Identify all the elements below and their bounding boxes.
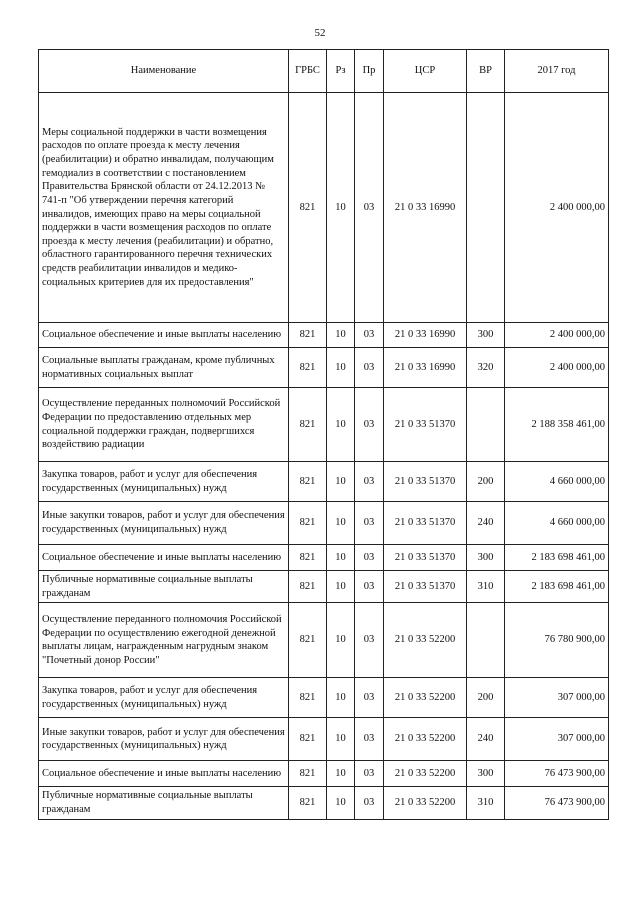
cell-amount: 2 400 000,00: [505, 348, 609, 388]
cell-pr: 03: [355, 718, 384, 761]
table-row: [39, 678, 609, 718]
table-header-row: [39, 50, 609, 93]
cell-grbs: 821: [289, 348, 327, 388]
cell-csr: 21 0 33 51370: [384, 502, 467, 545]
cell-name: Меры социальной поддержки в части возмещения расходов по оплате проезда к месту лечения (реабилитации) и обратно инвалидам, получающим гемодиализ в соответствии с постановлением Правительства Брянской области от 24.12.2013 № 741-п "Об утверждении перечня категорий инвалидов, имеющих право на меры социальной поддержки в части возмещения расходов по оплате проезда к месту лечения (реабилитации) и обратно, областного гарантированного перечня технических средств реабилитации инвалидов и медико-социальных критериев для их предоставления": [39, 93, 289, 323]
cell-vr: 310: [467, 571, 505, 603]
cell-csr: 21 0 33 51370: [384, 545, 467, 571]
cell-grbs: 821: [289, 323, 327, 348]
cell-csr: 21 0 33 16990: [384, 93, 467, 323]
cell-amount: 2 400 000,00: [505, 93, 609, 323]
cell-grbs: 821: [289, 93, 327, 323]
budget-table: [38, 49, 609, 820]
cell-rz: 10: [327, 462, 355, 502]
cell-name: Закупка товаров, работ и услуг для обеспечения государственных (муниципальных) нужд: [39, 678, 289, 718]
cell-csr: 21 0 33 52200: [384, 787, 467, 819]
cell-csr: 21 0 33 16990: [384, 348, 467, 388]
cell-name: Иные закупки товаров, работ и услуг для обеспечения государственных (муниципальных) нужд: [39, 502, 289, 545]
table-row: [39, 93, 609, 323]
cell-csr: 21 0 33 51370: [384, 571, 467, 603]
cell-name: Социальное обеспечение и иные выплаты населению: [39, 545, 289, 571]
cell-grbs: 821: [289, 388, 327, 462]
cell-name: Социальное обеспечение и иные выплаты населению: [39, 761, 289, 787]
header-rz: Рз: [327, 50, 355, 93]
cell-vr: 310: [467, 787, 505, 819]
table-row: [39, 787, 609, 819]
cell-rz: 10: [327, 93, 355, 323]
cell-vr: 320: [467, 348, 505, 388]
cell-amount: 307 000,00: [505, 718, 609, 761]
cell-rz: 10: [327, 603, 355, 678]
table-row: [39, 462, 609, 502]
cell-csr: 21 0 33 52200: [384, 761, 467, 787]
cell-name: Публичные нормативные социальные выплаты гражданам: [39, 787, 289, 819]
cell-amount: 76 473 900,00: [505, 761, 609, 787]
cell-vr: [467, 93, 505, 323]
header-vr: ВР: [467, 50, 505, 93]
cell-name: Осуществление переданного полномочия Российской Федерации по осуществлению ежегодной денежной выплаты лицам, награжденным нагрудным знаком "Почетный донор России": [39, 603, 289, 678]
cell-name: Публичные нормативные социальные выплаты гражданам: [39, 571, 289, 603]
cell-vr: 200: [467, 462, 505, 502]
cell-pr: 03: [355, 787, 384, 819]
cell-rz: 10: [327, 323, 355, 348]
cell-pr: 03: [355, 571, 384, 603]
cell-grbs: 821: [289, 571, 327, 603]
cell-grbs: 821: [289, 462, 327, 502]
table-row: [39, 603, 609, 678]
cell-rz: 10: [327, 502, 355, 545]
cell-grbs: 821: [289, 761, 327, 787]
cell-csr: 21 0 33 51370: [384, 388, 467, 462]
cell-vr: [467, 388, 505, 462]
table-row: [39, 348, 609, 388]
cell-rz: 10: [327, 348, 355, 388]
table-row: [39, 388, 609, 462]
cell-pr: 03: [355, 462, 384, 502]
cell-rz: 10: [327, 787, 355, 819]
cell-grbs: 821: [289, 787, 327, 819]
cell-pr: 03: [355, 93, 384, 323]
header-grbs: ГРБС: [289, 50, 327, 93]
cell-amount: 76 473 900,00: [505, 787, 609, 819]
cell-pr: 03: [355, 502, 384, 545]
cell-rz: 10: [327, 678, 355, 718]
cell-rz: 10: [327, 718, 355, 761]
cell-vr: 200: [467, 678, 505, 718]
cell-csr: 21 0 33 51370: [384, 462, 467, 502]
cell-pr: 03: [355, 348, 384, 388]
cell-grbs: 821: [289, 502, 327, 545]
cell-pr: 03: [355, 761, 384, 787]
table-row: [39, 761, 609, 787]
cell-amount: 4 660 000,00: [505, 502, 609, 545]
cell-grbs: 821: [289, 603, 327, 678]
cell-amount: 2 183 698 461,00: [505, 571, 609, 603]
cell-rz: 10: [327, 545, 355, 571]
header-csr: ЦСР: [384, 50, 467, 93]
cell-amount: 2 188 358 461,00: [505, 388, 609, 462]
cell-amount: 4 660 000,00: [505, 462, 609, 502]
cell-vr: 300: [467, 761, 505, 787]
header-name: Наименование: [39, 50, 289, 93]
cell-vr: 240: [467, 718, 505, 761]
cell-csr: 21 0 33 16990: [384, 323, 467, 348]
table-row: [39, 718, 609, 761]
cell-vr: 300: [467, 323, 505, 348]
header-amount: 2017 год: [505, 50, 609, 93]
cell-pr: 03: [355, 323, 384, 348]
cell-csr: 21 0 33 52200: [384, 718, 467, 761]
cell-name: Социальные выплаты гражданам, кроме публичных нормативных социальных выплат: [39, 348, 289, 388]
cell-amount: 76 780 900,00: [505, 603, 609, 678]
cell-grbs: 821: [289, 718, 327, 761]
cell-pr: 03: [355, 545, 384, 571]
cell-pr: 03: [355, 603, 384, 678]
cell-grbs: 821: [289, 678, 327, 718]
cell-rz: 10: [327, 761, 355, 787]
cell-vr: [467, 603, 505, 678]
cell-grbs: 821: [289, 545, 327, 571]
table-row: [39, 571, 609, 603]
cell-vr: 300: [467, 545, 505, 571]
cell-amount: 307 000,00: [505, 678, 609, 718]
table-row: [39, 323, 609, 348]
cell-pr: 03: [355, 388, 384, 462]
table-row: [39, 502, 609, 545]
cell-csr: 21 0 33 52200: [384, 603, 467, 678]
cell-amount: 2 183 698 461,00: [505, 545, 609, 571]
cell-pr: 03: [355, 678, 384, 718]
header-pr: Пр: [355, 50, 384, 93]
cell-vr: 240: [467, 502, 505, 545]
cell-csr: 21 0 33 52200: [384, 678, 467, 718]
cell-rz: 10: [327, 571, 355, 603]
cell-amount: 2 400 000,00: [505, 323, 609, 348]
table-row: [39, 545, 609, 571]
cell-name: Иные закупки товаров, работ и услуг для обеспечения государственных (муниципальных) нужд: [39, 718, 289, 761]
cell-name: Социальное обеспечение и иные выплаты населению: [39, 323, 289, 348]
cell-name: Осуществление переданных полномочий Российской Федерации по предоставлению отдельных мер социальной поддержки граждан, подвергшихся воздействию радиации: [39, 388, 289, 462]
cell-name: Закупка товаров, работ и услуг для обеспечения государственных (муниципальных) нужд: [39, 462, 289, 502]
page-number: 52: [314, 27, 326, 39]
cell-rz: 10: [327, 388, 355, 462]
